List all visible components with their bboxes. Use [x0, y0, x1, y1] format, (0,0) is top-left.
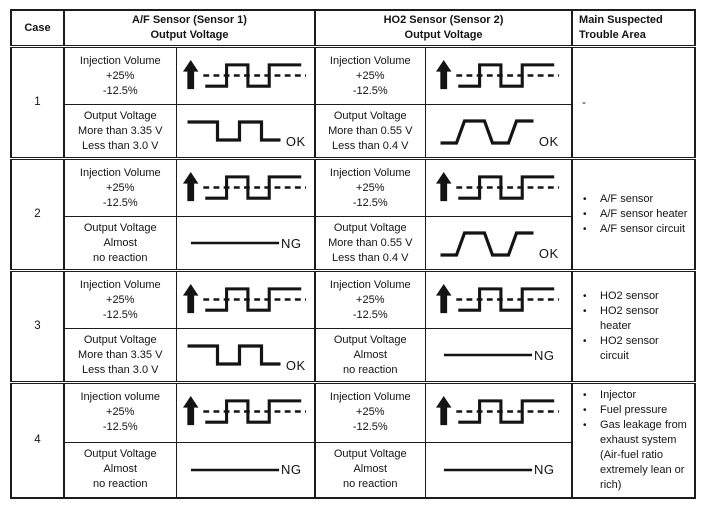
injection-waveform-icon	[435, 393, 561, 432]
injection-waveform-icon	[182, 169, 308, 208]
text-line: -12.5%	[102, 308, 138, 321]
injection-waveform-icon	[435, 57, 561, 96]
trouble-area-cell	[572, 383, 695, 499]
text-line: no reaction	[343, 478, 398, 491]
result-label: NG	[281, 462, 302, 478]
case-number: 3	[11, 271, 64, 383]
column-header-ho2-sensor	[315, 10, 572, 47]
af-header-line2: Output Voltage	[150, 29, 229, 41]
trouble-item: • HO2 sensor circuit	[579, 334, 690, 364]
ho2-injection-text	[315, 47, 425, 105]
result-label: NG	[534, 462, 555, 478]
text-line: Injection Volume	[329, 54, 411, 67]
text-line: +25%	[356, 181, 385, 194]
af-injection-waveform-cell	[176, 383, 315, 443]
text-line: Almost	[103, 236, 138, 249]
text-line: Injection Volume	[329, 166, 411, 179]
text-line: Output Voltage	[333, 448, 407, 461]
trouble-list	[579, 289, 690, 364]
column-header-af-sensor	[64, 10, 315, 47]
text-line: -12.5%	[352, 84, 388, 97]
trouble-item: • Fuel pressure	[579, 403, 690, 418]
trouble-area-cell	[572, 47, 695, 159]
text-line: -12.5%	[352, 196, 388, 209]
text-line: More than 3.35 V	[78, 124, 163, 137]
ho2-output-text	[315, 105, 425, 159]
trouble-dash: -	[582, 95, 587, 109]
ho2-injection-waveform-cell	[425, 271, 572, 329]
af-output-waveform-cell	[176, 217, 315, 271]
square-waveform-icon	[185, 337, 284, 373]
text-line: Almost	[103, 463, 138, 476]
square-waveform-icon	[185, 113, 284, 149]
trouble-item: • Gas leakage from exhaust system (Air-fuel ratio extremely lean or rich)	[579, 418, 690, 493]
text-line: Output Voltage	[83, 333, 157, 346]
result-label: OK	[538, 246, 559, 261]
trouble-list	[579, 388, 690, 493]
ho2-injection-waveform-cell	[425, 159, 572, 217]
ho2-injection-text	[315, 159, 425, 217]
sensor-diagnostic-table	[10, 9, 696, 499]
text-line: More than 3.35 V	[78, 348, 163, 361]
af-output-waveform-cell	[176, 329, 315, 383]
ho2-header-line1: HO2 Sensor (Sensor 2)	[383, 14, 504, 26]
ho2-injection-waveform-cell	[425, 383, 572, 443]
text-line: Injection Volume	[79, 278, 161, 291]
text-line: Injection Volume	[79, 54, 161, 67]
injection-waveform-icon	[182, 281, 308, 320]
text-line: no reaction	[93, 478, 148, 491]
flat-line-icon	[189, 452, 281, 488]
text-line: Output Voltage	[333, 109, 407, 122]
ho2-output-waveform-cell	[425, 105, 572, 159]
af-injection-waveform-cell	[176, 47, 315, 105]
text-line: Injection Volume	[79, 166, 161, 179]
ho2-injection-text	[315, 383, 425, 443]
trouble-area-cell	[572, 159, 695, 271]
text-line: +25%	[106, 181, 135, 194]
flat-line-icon	[442, 452, 534, 488]
injection-waveform-icon	[182, 57, 308, 96]
text-line: Output Voltage	[333, 333, 407, 346]
text-line: Less than 0.4 V	[332, 251, 409, 264]
ho2-header-line2: Output Voltage	[404, 29, 483, 41]
trouble-item: • A/F sensor circuit	[579, 222, 690, 237]
ho2-injection-waveform-cell	[425, 47, 572, 105]
result-label: OK	[538, 134, 559, 149]
trouble-item: • A/F sensor	[579, 192, 690, 207]
text-line: Less than 0.4 V	[332, 139, 409, 152]
table-header-row	[11, 10, 695, 47]
text-line: +25%	[356, 406, 385, 419]
text-line: -12.5%	[102, 421, 138, 434]
trouble-header-line2: Trouble Area	[579, 29, 646, 41]
trouble-header-line1: Main Suspected	[579, 14, 663, 26]
text-line: Output Voltage	[83, 109, 157, 122]
text-line: +25%	[356, 293, 385, 306]
af-injection-waveform-cell	[176, 271, 315, 329]
text-line: More than 0.55 V	[328, 124, 413, 137]
af-injection-text	[64, 271, 176, 329]
ho2-output-text	[315, 329, 425, 383]
text-line: no reaction	[93, 251, 148, 264]
trouble-area-cell	[572, 271, 695, 383]
trouble-item: • Injector	[579, 388, 690, 403]
result-label: NG	[281, 235, 302, 251]
column-header-case: Case	[11, 10, 64, 47]
table-row	[11, 271, 695, 329]
af-output-text	[64, 105, 176, 159]
text-line: More than 0.55 V	[328, 236, 413, 249]
trouble-item: • HO2 sensor heater	[579, 304, 690, 334]
flat-line-icon	[442, 337, 534, 373]
text-line: Injection Volume	[329, 391, 411, 404]
ho2-output-waveform-cell	[425, 442, 572, 498]
result-label: NG	[534, 347, 555, 363]
trapezoid-waveform-icon	[438, 225, 537, 261]
text-line: Almost	[353, 463, 388, 476]
trapezoid-waveform-icon	[438, 113, 537, 149]
text-line: +25%	[356, 69, 385, 82]
case-number: 4	[11, 383, 64, 499]
text-line: Output Voltage	[333, 221, 407, 234]
text-line: -12.5%	[102, 84, 138, 97]
ho2-output-waveform-cell	[425, 217, 572, 271]
trouble-item: • HO2 sensor	[579, 289, 690, 304]
af-injection-text	[64, 159, 176, 217]
af-output-text	[64, 329, 176, 383]
text-line: +25%	[106, 69, 135, 82]
text-line: -12.5%	[352, 421, 388, 434]
text-line: Less than 3.0 V	[82, 363, 159, 376]
column-header-trouble-area	[572, 10, 695, 47]
text-line: Injection Volume	[329, 278, 411, 291]
text-line: -12.5%	[102, 196, 138, 209]
table-row	[11, 47, 695, 105]
text-line: no reaction	[343, 363, 398, 376]
ho2-output-waveform-cell	[425, 329, 572, 383]
trouble-item: • A/F sensor heater	[579, 207, 690, 222]
text-line: -12.5%	[352, 308, 388, 321]
af-header-line1: A/F Sensor (Sensor 1)	[132, 14, 247, 26]
af-output-waveform-cell	[176, 105, 315, 159]
text-line: Less than 3.0 V	[82, 139, 159, 152]
ho2-output-text	[315, 217, 425, 271]
result-label: OK	[285, 134, 306, 149]
ho2-injection-text	[315, 271, 425, 329]
flat-line-icon	[189, 225, 281, 261]
ho2-output-text	[315, 442, 425, 498]
injection-waveform-icon	[435, 281, 561, 320]
text-line: Injection volume	[80, 391, 160, 404]
case-number: 2	[11, 159, 64, 271]
text-line: Output Voltage	[83, 448, 157, 461]
result-label: OK	[285, 358, 306, 373]
af-injection-text	[64, 47, 176, 105]
injection-waveform-icon	[435, 169, 561, 208]
table-row	[11, 383, 695, 443]
af-output-waveform-cell	[176, 442, 315, 498]
text-line: Output Voltage	[83, 221, 157, 234]
text-line: Almost	[353, 348, 388, 361]
case-number: 1	[11, 47, 64, 159]
af-output-text	[64, 442, 176, 498]
table-row	[11, 159, 695, 217]
af-injection-waveform-cell	[176, 159, 315, 217]
text-line: +25%	[106, 293, 135, 306]
text-line: +25%	[106, 406, 135, 419]
af-output-text	[64, 217, 176, 271]
injection-waveform-icon	[182, 393, 308, 432]
trouble-list	[579, 192, 690, 237]
af-injection-text	[64, 383, 176, 443]
